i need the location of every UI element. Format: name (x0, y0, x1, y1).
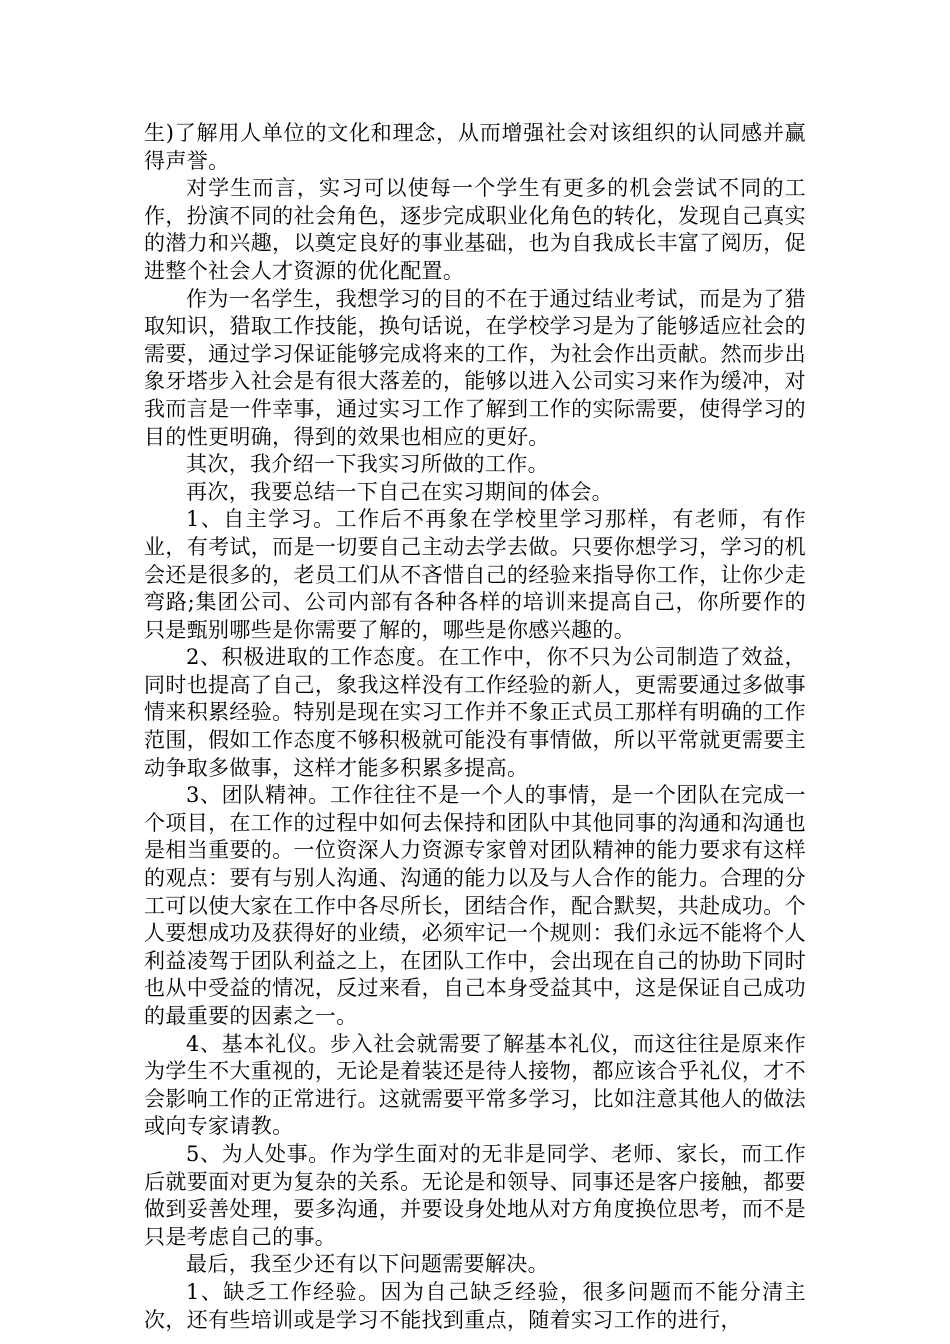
paragraph-learning-purpose: 作为一名学生，我想学习的目的不在于通过结业考试，而是为了猎取知识，猎取工作技能，换句话说，在学校学习是为了能够适应社会的需要，通过学习保证能够完成将来的工作，为社会作出贡献。然而步出象牙塔步入社会是有很大落差的，能够以进入公司实习来作为缓冲，对我而言是一件幸事，通过实习工作了解到工作的实际需要，使得学习的目的性更明确，得到的效果也相应的更好。 (144, 286, 806, 449)
paragraph-internship-value: 对学生而言，实习可以使每一个学生有更多的机会尝试不同的工作，扮演不同的社会角色，逐步完成职业化角色的转化，发现自己真实的潜力和兴趣，以奠定良好的事业基础，也为自我成长丰富了阅历，促进整个社会人才资源的优化配置。 (144, 176, 806, 283)
paragraph-work-intro: 其次，我介绍一下我实习所做的工作。 (186, 452, 549, 477)
document-body (144, 120, 806, 1334)
paragraph-lack-experience: 1、缺乏工作经验。因为自己缺乏经验，很多问题而不能分清主次，还有些培训或是学习不能找到重点，随着实习工作的进行， (144, 1279, 806, 1332)
paragraph-interpersonal: 5、为人处事。作为学生面对的无非是同学、老师、家长，而工作后就要面对更为复杂的关系。无论是和领导、同事还是客户接触，都要做到妥善处理，要多沟通，并要设身处地从对方角度换位思考，而不是只是考虑自己的事。 (144, 1141, 806, 1249)
paragraph-self-learning: 1、自主学习。工作后不再象在学校里学习那样，有老师，有作业，有考试，而是一切要自己主动去学去做。只要你想学习，学习的机会还是很多的，老员工们从不吝惜自己的经验来指导你工作，让你少走弯路;集团公司、公司内部有各种各样的培训来提高自己，你所要作的只是甄别哪些是你需要了解的，哪些是你感兴趣的。 (144, 507, 806, 642)
paragraph-work-attitude: 2、积极进取的工作态度。在工作中，你不只为公司制造了效益，同时也提高了自己，象我这样没有工作经验的新人，更需要通过多做事情来积累经验。特别是现在实习工作并不象正式员工那样有明确的工作范围，假如工作态度不够积极就可能没有事情做，所以平常就更需要主动争取多做事，这样才能多积累多提高。 (144, 645, 806, 780)
paragraph-continuation: 生)了解用人单位的文化和理念，从而增强社会对该组织的认同感并赢得声誉。 (144, 121, 806, 173)
paragraph-problems-intro: 最后，我至少还有以下问题需要解决。 (186, 1252, 549, 1277)
paragraph-etiquette: 4、基本礼仪。步入社会就需要了解基本礼仪，而这往往是原来作为学生不大重视的，无论是着装还是待人接物，都应该合乎礼仪，才不会影响工作的正常进行。这就需要平常多学习，比如注意其他人的做法或向专家请教。 (144, 1031, 806, 1139)
paragraph-team-spirit: 3、团队精神。工作往往不是一个人的事情，是一个团队在完成一个项目，在工作的过程中如何去保持和团队中其他同事的沟通和沟通也是相当重要的。一位资深人力资源专家曾对团队精神的能力要求有这样的观点：要有与别人沟通、沟通的能力以及与人合作的能力。合理的分工可以使大家在工作中各尽所长，团结合作，配合默契，共赴成功。个人要想成功及获得好的业绩，必须牢记一个规则：我们永远不能将个人利益凌驾于团队利益之上，在团队工作中，会出现在自己的协助下同时也从中受益的情况，反过来看，自己本身受益其中，这是保证自己成功的最重要的因素之一。 (144, 783, 806, 1028)
paragraph-experience-intro: 再次，我要总结一下自己在实习期间的体会。 (186, 479, 613, 504)
